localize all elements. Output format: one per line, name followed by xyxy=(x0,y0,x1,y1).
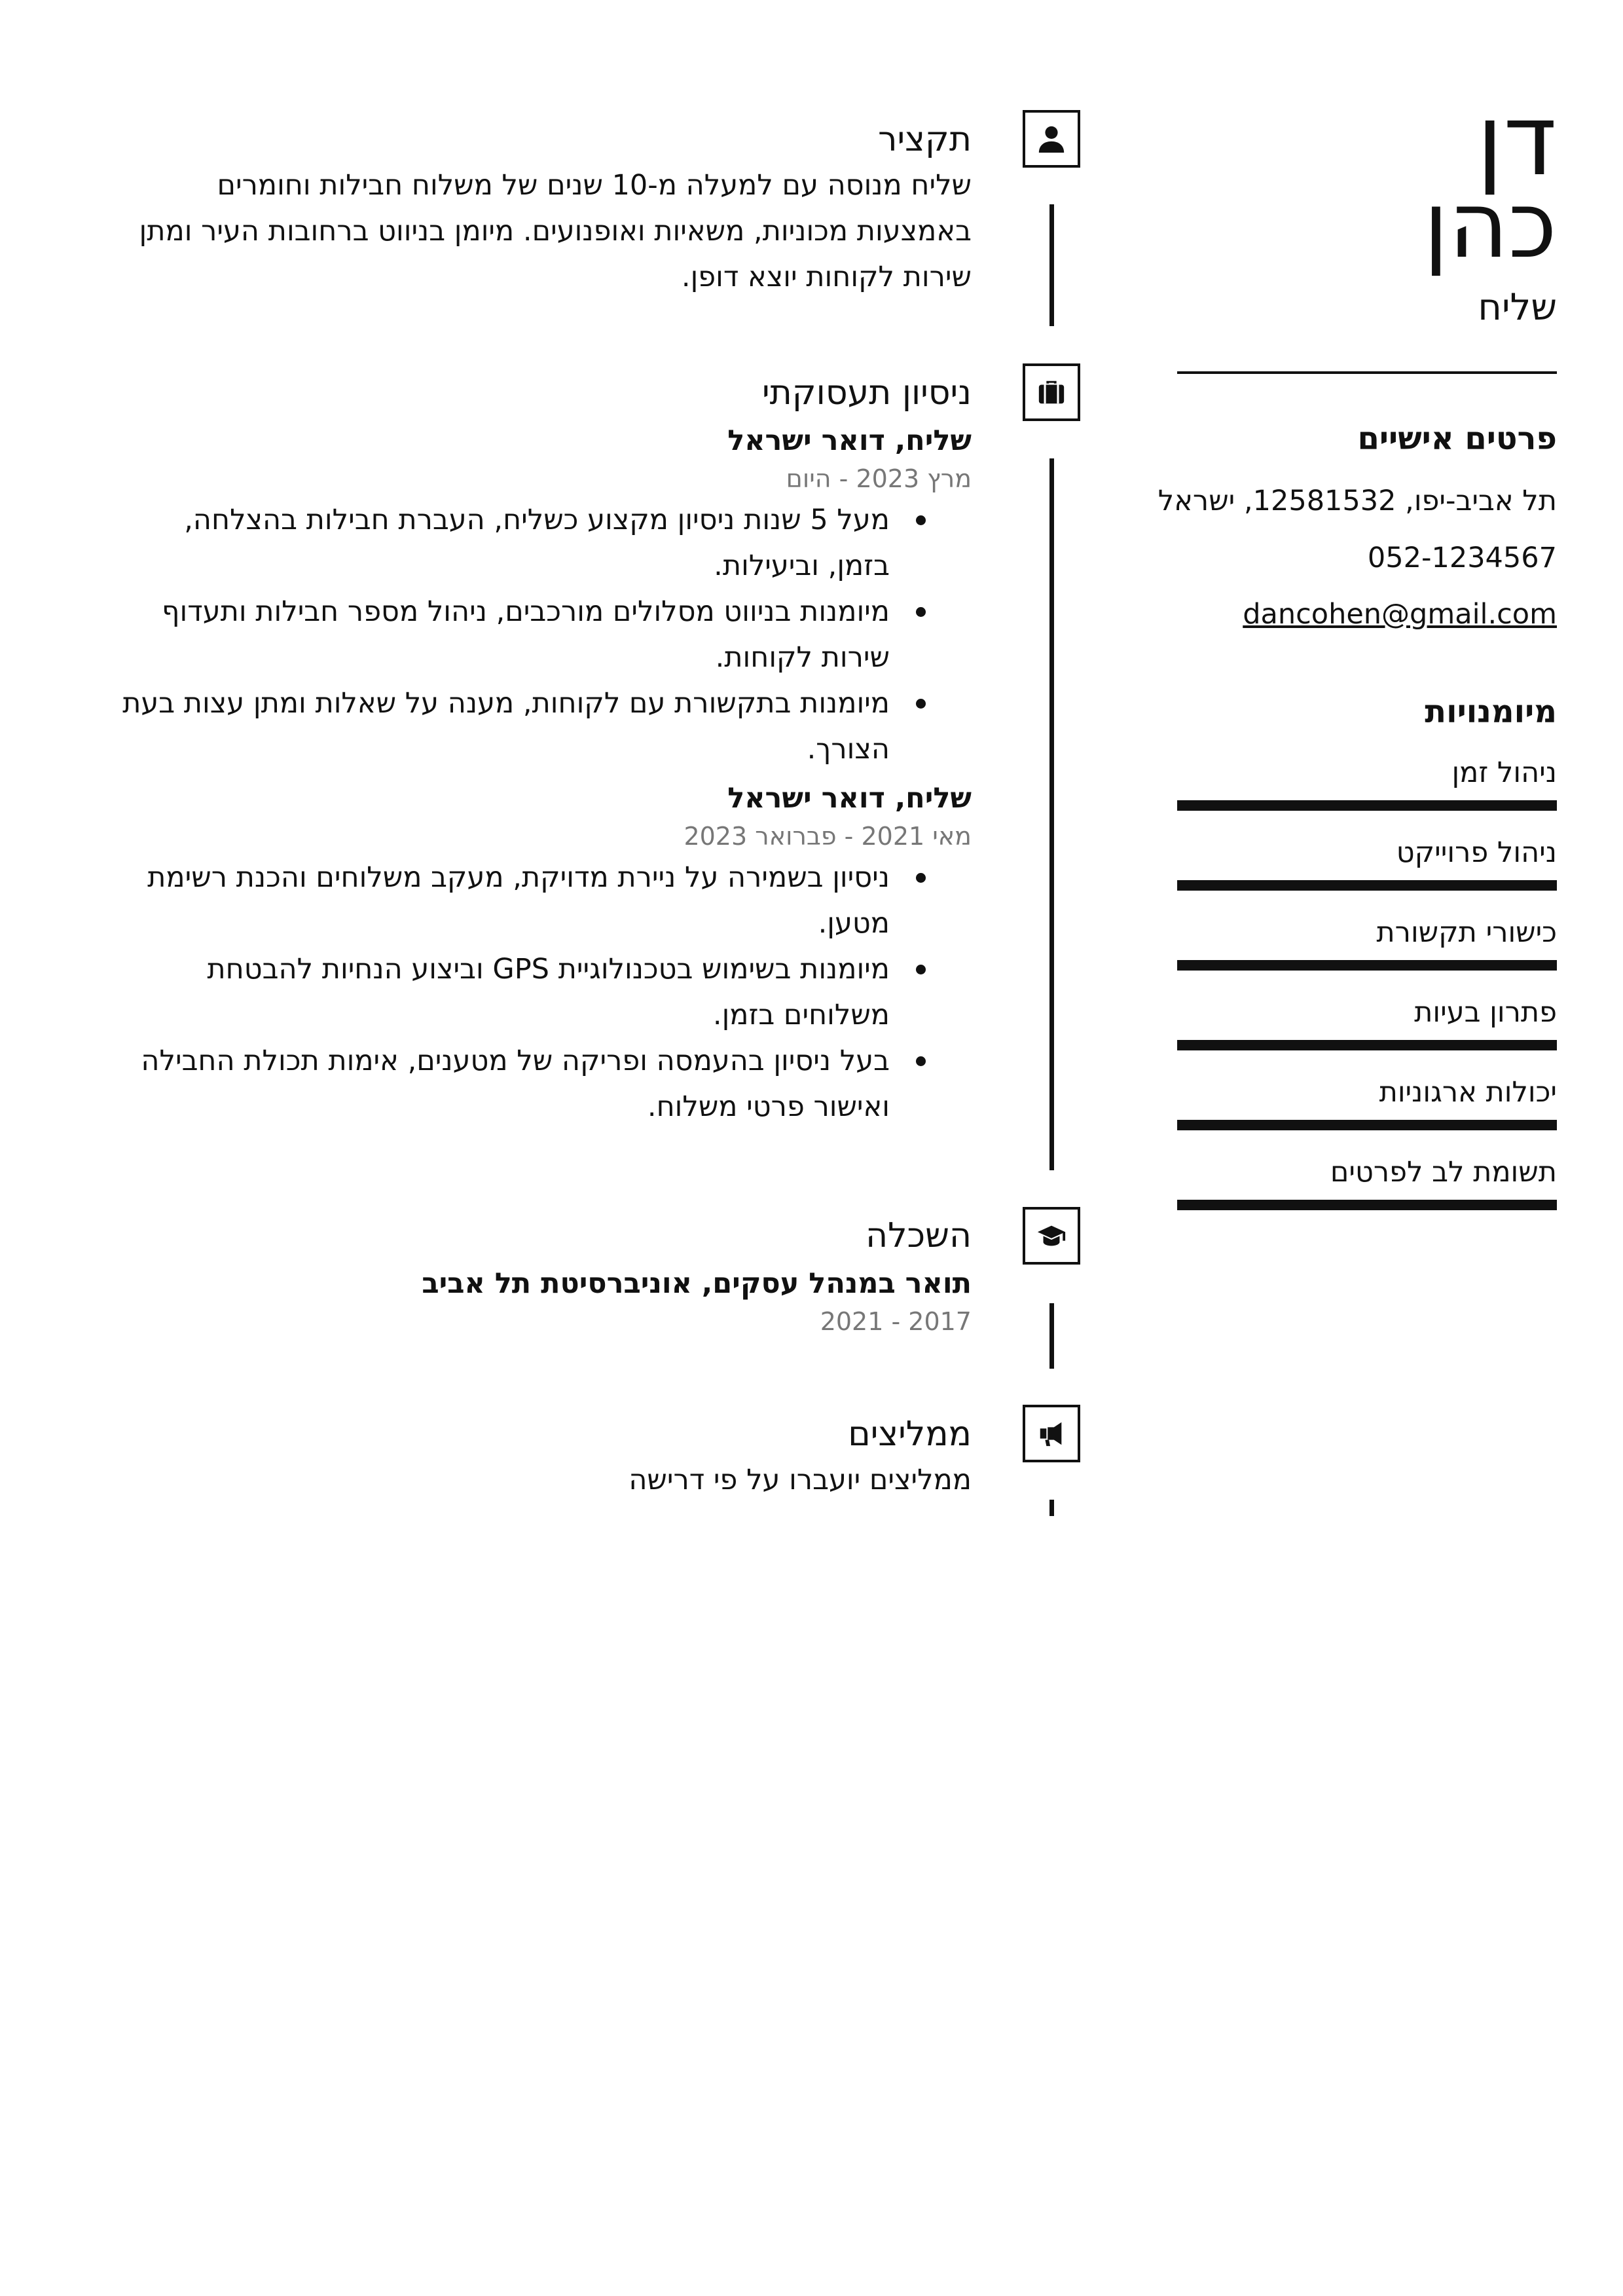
references-text: ממליצים יועברו על פי דרישה xyxy=(629,1464,972,1496)
education-heading: השכלה xyxy=(866,1216,972,1255)
list-item: מיומנות בניווט מסלולים מורכבים, ניהול מספר חבילות ותעדוף שירות לקוחות. xyxy=(120,589,890,680)
skill-item xyxy=(1177,913,1557,971)
experience-heading: ניסיון תעסוקתי xyxy=(761,373,972,413)
skills-heading: מיומנויות xyxy=(1425,694,1557,730)
skill-label: ניהול פרוייקט xyxy=(1396,836,1557,869)
job-bullets xyxy=(120,855,972,1130)
list-item: ניסיון בשמירה על ניירת מדויקת, מעקב משלוחים והכנת רשימת מטען. xyxy=(120,855,890,946)
timeline-line xyxy=(1049,1500,1054,1516)
summary-section xyxy=(120,117,972,300)
education-dates: 2017 - 2021 xyxy=(820,1307,972,1336)
skill-label: כישורי תקשורת xyxy=(1376,916,1557,949)
skill-bar xyxy=(1177,1040,1557,1050)
timeline-line xyxy=(1049,204,1054,326)
references-heading: ממליצים xyxy=(848,1415,972,1454)
phone-text: 052-1234567 xyxy=(1367,542,1557,574)
skill-bar xyxy=(1177,1200,1557,1210)
job-entry xyxy=(120,421,972,772)
timeline-line xyxy=(1049,1303,1054,1369)
megaphone-icon xyxy=(1023,1405,1080,1462)
skill-label: יכולות ארגוניות xyxy=(1379,1076,1557,1109)
personal-details-heading: פרטים אישיים xyxy=(1357,420,1557,457)
education-section xyxy=(120,1213,972,1340)
skill-item xyxy=(1177,993,1557,1050)
job-title: שליח, דואר ישראל xyxy=(727,782,972,815)
email-link[interactable]: dancohen@gmail.com xyxy=(1243,598,1557,631)
job-dates: מרץ 2023 - היום xyxy=(786,464,972,493)
address-text: תל אביב-יפו, 12581532, ישראל xyxy=(1158,485,1557,517)
summary-text: שליח מנוסה עם למעלה מ-10 שנים של משלוח חבילות וחומרים באמצעות מכוניות, משאיות ואופנועים. מיומן בניווט ברחובות העיר ומתן שירות לקוחות יוצא דופן. xyxy=(139,169,972,293)
name-first: דן xyxy=(1476,84,1557,198)
graduation-cap-icon xyxy=(1023,1207,1080,1265)
timeline-line xyxy=(1049,458,1054,1170)
experience-section xyxy=(120,370,972,1130)
degree-title: תואר במנהל עסקים, אוניברסיטת תל אביב xyxy=(422,1267,972,1300)
briefcase-icon xyxy=(1023,363,1080,421)
job-title: שליח xyxy=(1478,286,1557,329)
skill-bar xyxy=(1177,960,1557,971)
skill-label: פתרון בעיות xyxy=(1414,996,1557,1029)
skill-label: ניהול זמן xyxy=(1451,756,1557,789)
references-section xyxy=(120,1411,972,1503)
skill-bar xyxy=(1177,1120,1557,1130)
list-item: מיומנות בתקשורת עם לקוחות, מענה על שאלות ומתן עצות בעת הצורך. xyxy=(120,680,890,772)
list-item: מעל 5 שנות ניסיון מקצוע כשליח, העברת חבילות בהצלחה, בזמן, וביעילות. xyxy=(120,497,890,589)
sidebar-divider xyxy=(1177,371,1557,374)
job-entry xyxy=(120,779,972,1130)
skill-item xyxy=(1177,753,1557,811)
job-title: שליח, דואר ישראל xyxy=(727,424,972,457)
skill-item xyxy=(1177,1153,1557,1210)
job-dates: מאי 2021 - פברואר 2023 xyxy=(684,822,972,851)
list-item: בעל ניסיון בהעמסה ופריקה של מטענים, אימות תכולת החבילה ואישור פרטי משלוח. xyxy=(120,1038,890,1130)
summary-heading: תקציר xyxy=(878,120,972,159)
name-last: כהן xyxy=(1423,172,1557,279)
skill-item xyxy=(1177,1073,1557,1130)
skill-bar xyxy=(1177,800,1557,811)
skill-bar xyxy=(1177,880,1557,891)
skill-label: תשומת לב לפרטים xyxy=(1330,1156,1557,1189)
skill-item xyxy=(1177,833,1557,891)
job-bullets xyxy=(120,497,972,772)
person-icon xyxy=(1023,110,1080,168)
list-item: מיומנות בשימוש בטכנולוגיית GPS וביצוע הנחיות להבטחת משלוחים בזמן. xyxy=(120,946,890,1038)
